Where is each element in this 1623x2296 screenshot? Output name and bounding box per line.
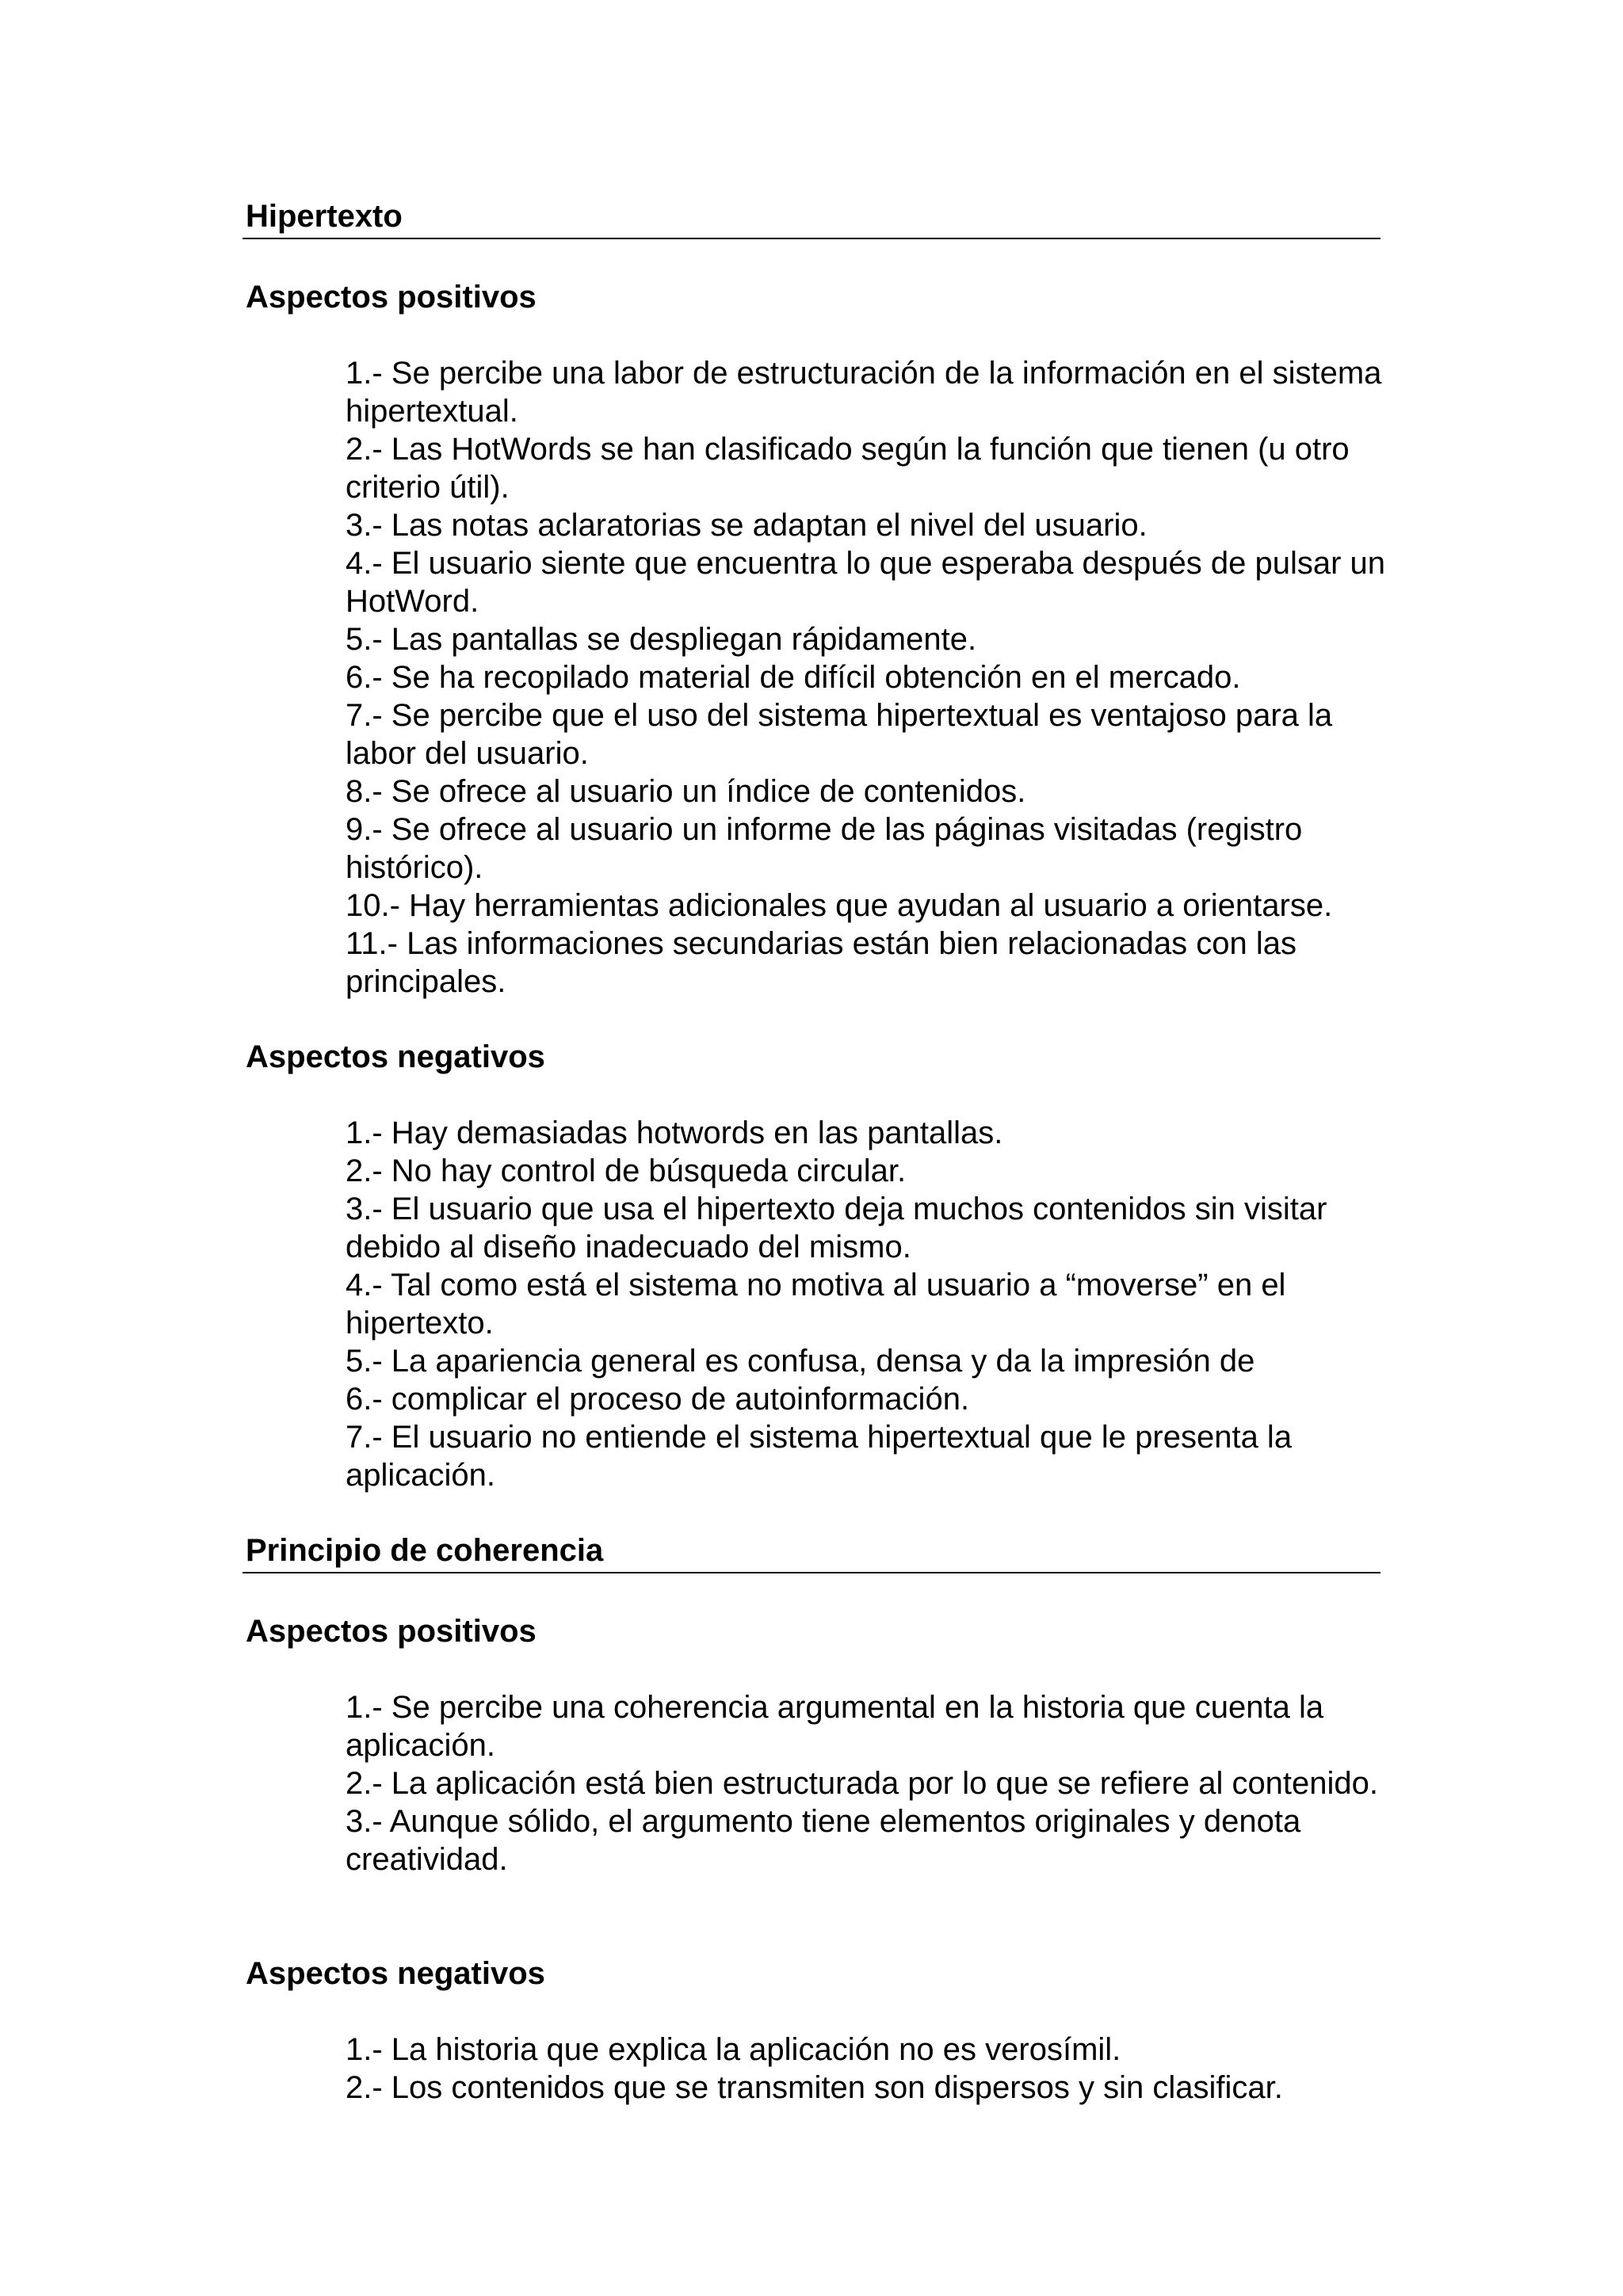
list-item: 6.- complicar el proceso de autoinformación. (346, 1382, 970, 1417)
list-item: 2.- No hay control de búsqueda circular. (346, 1154, 907, 1188)
list-item: 3.- Aunque sólido, el argumento tiene elementos originales y denota creatividad. (346, 1804, 1301, 1877)
list-item: 7.- Se percibe que el uso del sistema hipertextual es ventajoso para la labor del usuario. (346, 698, 1333, 771)
list-item: 2.- Los contenidos que se transmiten son dispersos y sin clasificar. (346, 2070, 1283, 2105)
positive-aspects-heading: Aspectos positivos (246, 1614, 537, 1649)
list-item: 4.- Tal como está el sistema no motiva al usuario a “moverse” en el hipertexto. (346, 1268, 1286, 1341)
list-item: 1.- Se percibe una coherencia argumental en la historia que cuenta la aplicación. (346, 1690, 1324, 1763)
list-item: 1.- Se percibe una labor de estructuración de la información en el sistema hipertextual. (346, 356, 1382, 429)
section-title-coherencia: Principio de coherencia (246, 1533, 604, 1568)
list-item: 6.- Se ha recopilado material de difícil obtención en el mercado. (346, 660, 1241, 695)
negative-aspects-heading: Aspectos negativos (246, 1039, 545, 1074)
positive-aspects-list (346, 1688, 1400, 1878)
list-item: 2.- La aplicación está bien estructurada por lo que se refiere al contenido. (346, 1766, 1379, 1801)
section-title-hipertexto: Hipertexto (246, 199, 403, 234)
list-item: 7.- El usuario no entiende el sistema hipertextual que le presenta la aplicación. (346, 1420, 1293, 1493)
list-item: 5.- La apariencia general es confusa, densa y da la impresión de (346, 1344, 1255, 1379)
negative-aspects-heading: Aspectos negativos (246, 1956, 545, 1991)
list-item: 8.- Se ofrece al usuario un índice de contenidos. (346, 774, 1026, 809)
list-item: 2.- Las HotWords se han clasificado según la función que tienen (u otro criterio útil). (346, 432, 1350, 505)
list-item: 11.- Las informaciones secundarias están bien relacionadas con las principales. (346, 926, 1296, 999)
list-item: 4.- El usuario siente que encuentra lo que esperaba después de pulsar un HotWord. (346, 546, 1386, 619)
section-divider (242, 238, 1381, 239)
section-divider (242, 1572, 1381, 1573)
list-item: 3.- El usuario que usa el hipertexto deja muchos contenidos sin visitar debido al diseño inadecuado del mismo. (346, 1192, 1327, 1264)
negative-aspects-list (346, 2031, 1400, 2107)
list-item: 5.- Las pantallas se despliegan rápidamente. (346, 622, 977, 657)
list-item: 9.- Se ofrece al usuario un informe de las páginas visitadas (registro histórico). (346, 812, 1303, 885)
list-item: 10.- Hay herramientas adicionales que ayudan al usuario a orientarse. (346, 888, 1333, 923)
list-item: 1.- Hay demasiadas hotwords en las pantallas. (346, 1116, 1003, 1150)
list-item: 3.- Las notas aclaratorias se adaptan el nivel del usuario. (346, 508, 1148, 543)
positive-aspects-heading: Aspectos positivos (246, 280, 537, 315)
negative-aspects-list (346, 1114, 1400, 1494)
list-item: 1.- La historia que explica la aplicación no es verosímil. (346, 2032, 1121, 2067)
positive-aspects-list (346, 354, 1400, 1001)
